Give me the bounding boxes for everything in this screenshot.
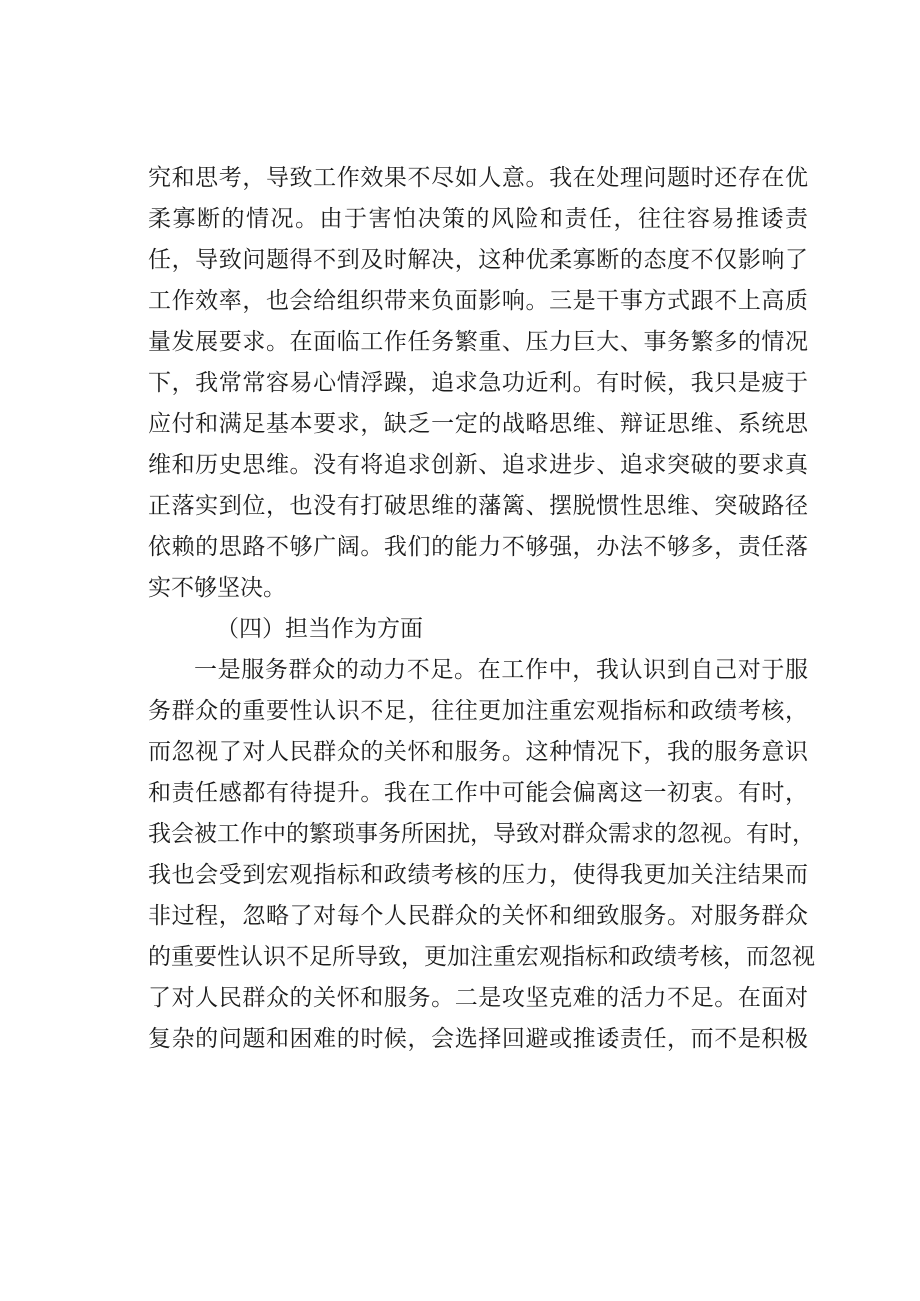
text-line: 实不够坚决。 [148, 575, 286, 601]
text-line: 我也会受到宏观指标和政绩考核的压力，使得我更加关注结果而 [148, 862, 808, 888]
text-line: 柔寡断的情况。由于害怕决策的风险和责任，往往容易推诿责 [148, 206, 808, 232]
text-line: 了对人民群众的关怀和服务。二是攻坚克难的活力不足。在面对 [148, 985, 808, 1011]
text-line: 复杂的问题和困难的时候，会选择回避或推诿责任，而不是积极 [148, 1026, 808, 1052]
text-line: 工作效率，也会给组织带来负面影响。三是干事方式跟不上高质 [148, 288, 808, 314]
text-line: 应付和满足基本要求，缺乏一定的战略思维、辩证思维、系统思 [148, 411, 808, 437]
text-line: 和责任感都有待提升。我在工作中可能会偏离这一初衷。有时， [148, 780, 808, 806]
text-line: 而忽视了对人民群众的关怀和服务。这种情况下，我的服务意识 [148, 739, 808, 765]
text-line: 量发展要求。在面临工作任务繁重、压力巨大、事务繁多的情况 [148, 329, 808, 355]
text-line: 维和历史思维。没有将追求创新、追求进步、追求突破的要求真 [148, 452, 808, 478]
text-line: 正落实到位，也没有打破思维的藩篱、摆脱惯性思维、突破路径 [148, 493, 808, 519]
text-line: 务群众的重要性认识不足，往往更加注重宏观指标和政绩考核， [148, 698, 808, 724]
body-text [148, 158, 815, 1060]
text-line: 依赖的思路不够广阔。我们的能力不够强，办法不够多，责任落 [148, 534, 808, 560]
text-line: 的重要性认识不足所导致，更加注重宏观指标和政绩考核，而忽视 [148, 944, 815, 970]
text-line: 我会被工作中的繁琐事务所困扰，导致对群众需求的忽视。有时， [148, 821, 815, 847]
paragraph-first-line: 一是服务群众的动力不足。在工作中，我认识到自己对于服 [194, 657, 808, 683]
section-heading: （四）担当作为方面 [216, 616, 423, 642]
text-line: 非过程，忽略了对每个人民群众的关怀和细致服务。对服务群众 [148, 903, 808, 929]
text-line: 任，导致问题得不到及时解决，这种优柔寡断的态度不仅影响了 [148, 247, 808, 273]
text-line: 下，我常常容易心情浮躁，追求急功近利。有时候，我只是疲于 [148, 370, 808, 396]
text-line: 究和思考，导致工作效果不尽如人意。我在处理问题时还存在优 [148, 165, 808, 191]
